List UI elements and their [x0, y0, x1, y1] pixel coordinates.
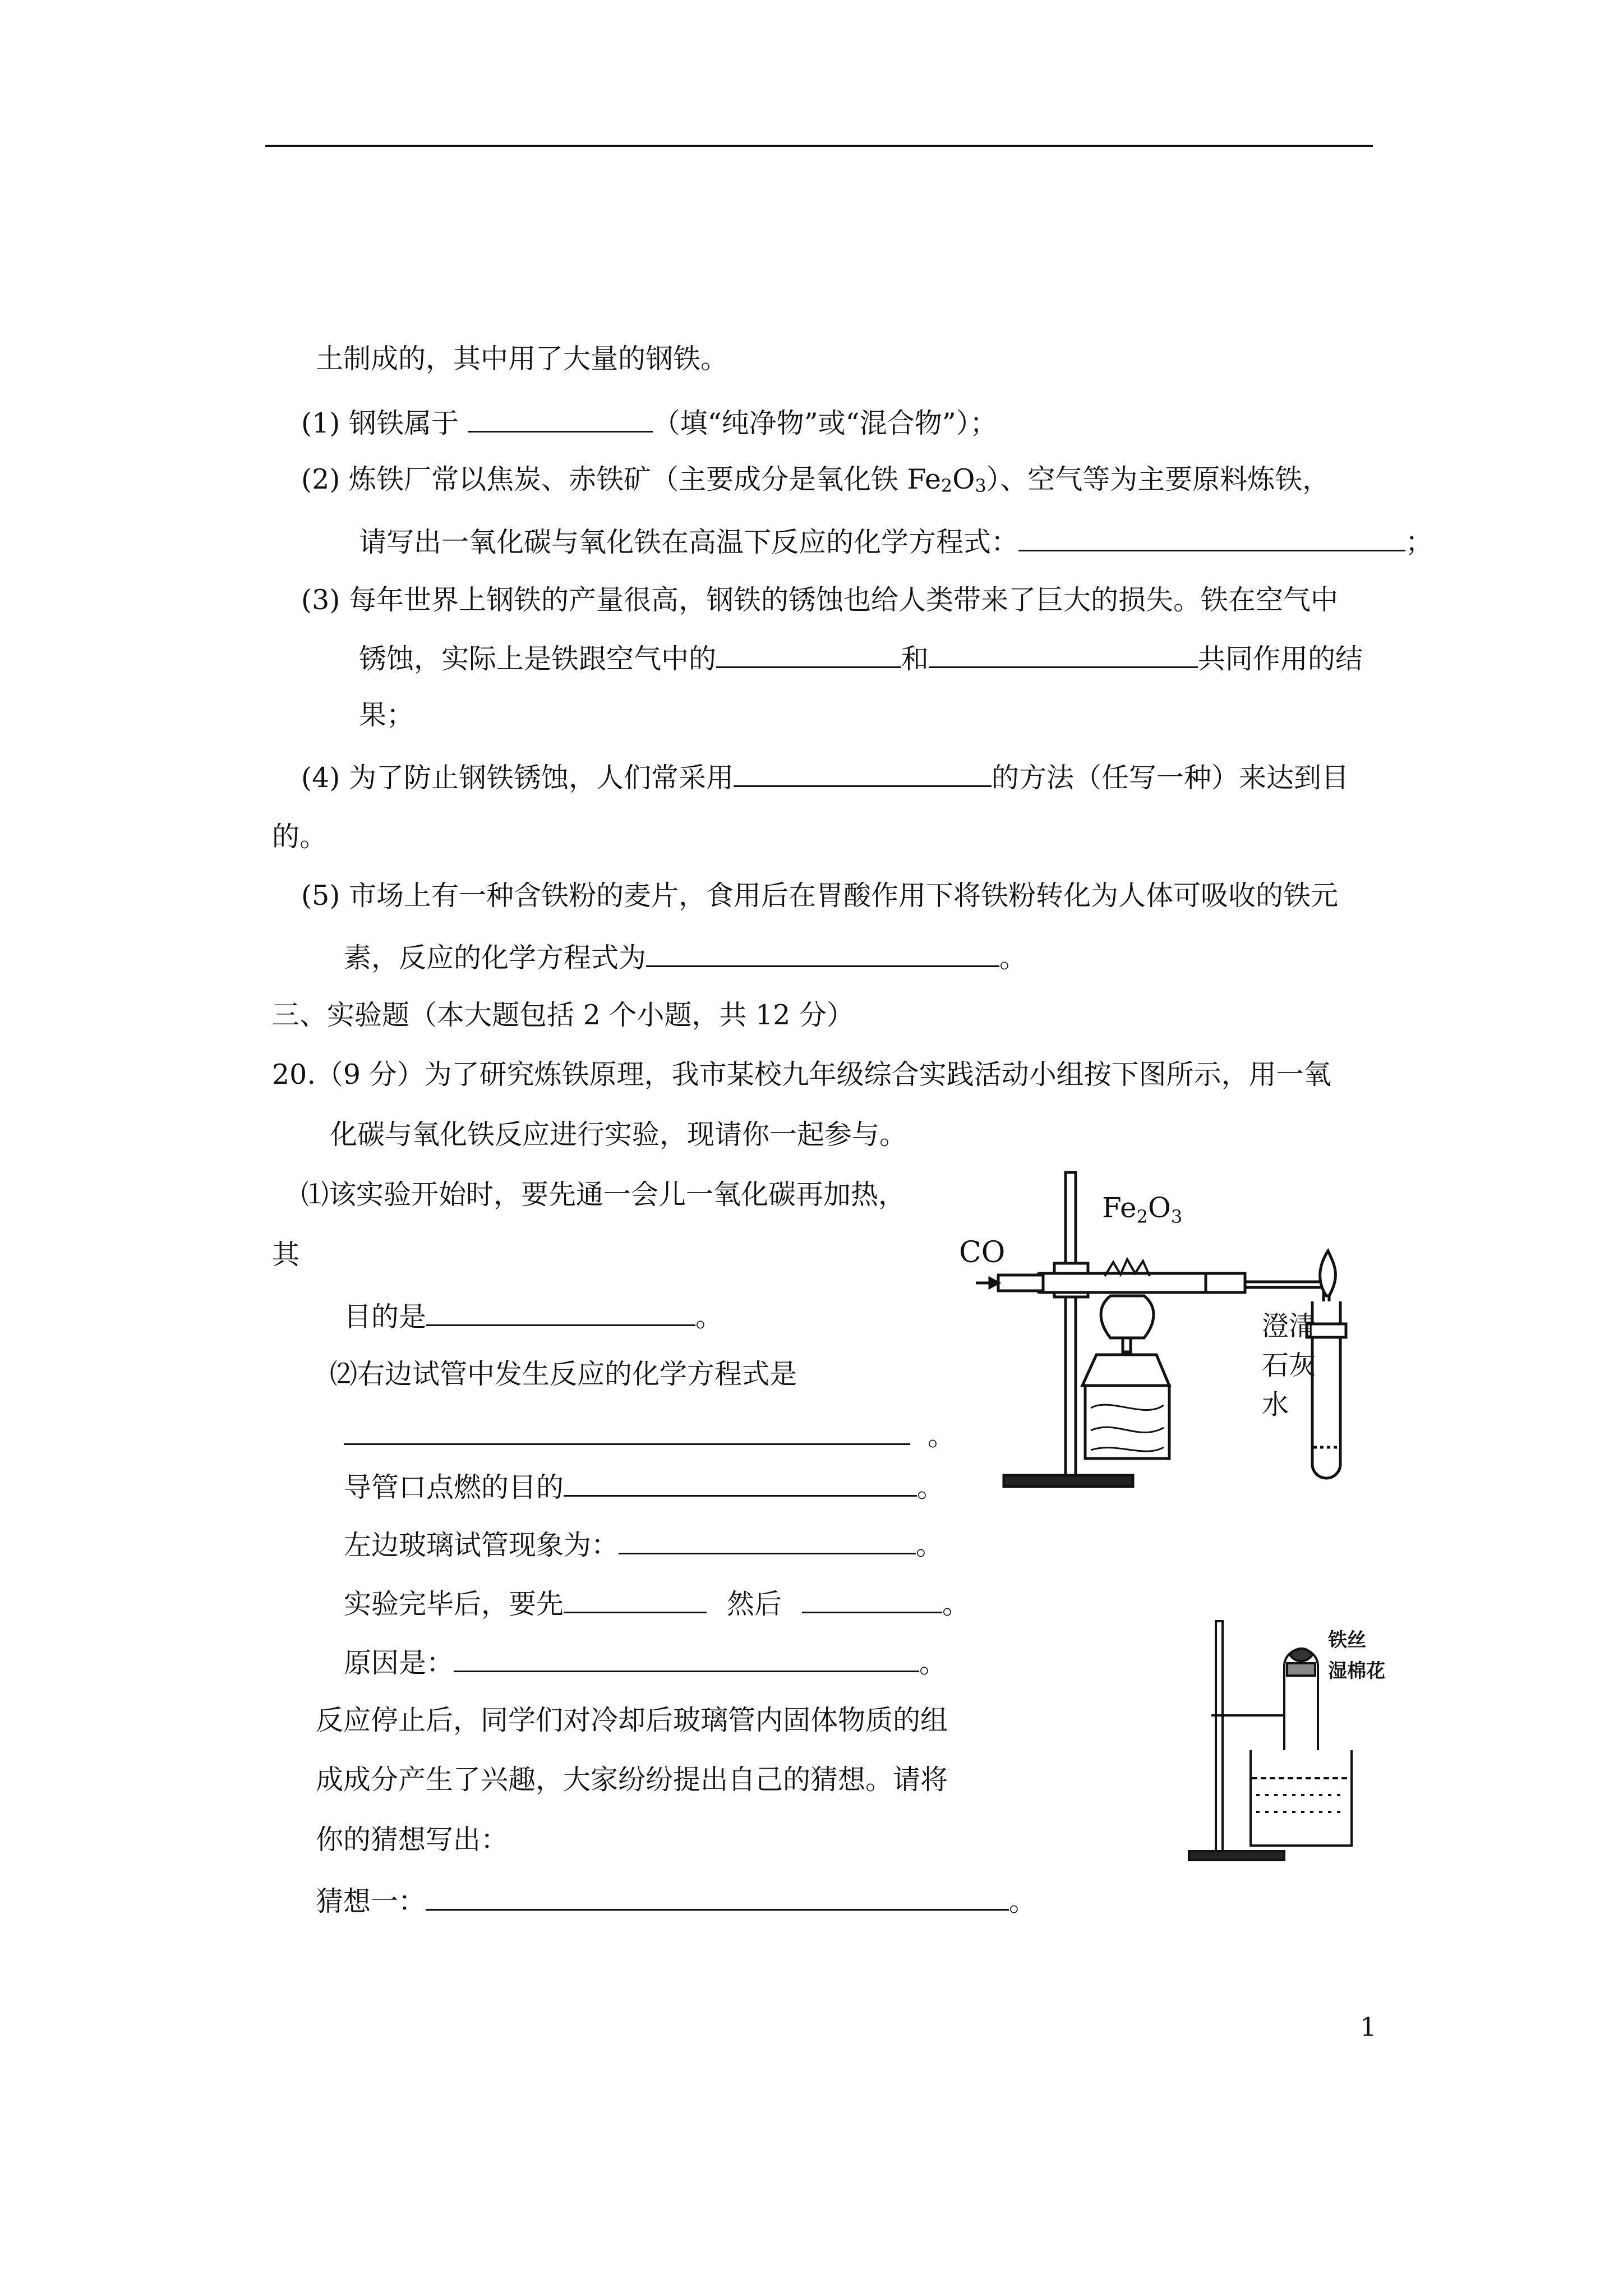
iron-wire — [1290, 1649, 1312, 1662]
answer-blank[interactable] — [646, 938, 999, 967]
q19-part4-end: 的。 — [272, 821, 328, 853]
iron-rusting-apparatus-figure — [1178, 1616, 1413, 1874]
answer-blank[interactable] — [426, 1882, 1009, 1911]
q20-step2-reason: 原因是： 。 — [344, 1644, 947, 1680]
lamp-flame — [1101, 1296, 1154, 1338]
q19-part5: (5) 市场上有一种含铁粉的麦片，食用后在胃酸作用下将铁粉转化为人体可吸收的铁元 — [301, 880, 1338, 912]
q20-guess-intro-cont: 成成分产生了兴趣，大家纷纷提出自己的猜想。请将 — [316, 1764, 948, 1796]
q19-part1: (1) 钢铁属于 （填“纯净物”或“混合物”）； — [301, 404, 997, 440]
stand-rod — [1216, 1621, 1223, 1857]
q20-guess-intro-end: 你的猜想写出： — [316, 1824, 509, 1856]
q20-step1-purpose: 目的是 。 — [344, 1297, 723, 1334]
wet-cotton — [1287, 1663, 1315, 1676]
q19-intro: 土制成的，其中用了大量的钢铁。 — [316, 343, 728, 375]
limewater-label-1: 澄清 — [1262, 1310, 1316, 1342]
q19-part3-end: 果； — [359, 699, 414, 731]
outlet-flame — [1320, 1251, 1336, 1296]
q20-step2-finish: 实验完毕后，要先 然后 。 — [344, 1585, 970, 1621]
q20-step2: ⑵右边试管中发生反应的化学方程式是 — [330, 1358, 797, 1390]
co-label: CO — [959, 1236, 1006, 1269]
answer-blank[interactable] — [454, 1644, 919, 1672]
section-heading: 三、实验题（本大题包括 2 个小题，共 12 分） — [272, 999, 854, 1031]
answer-blank[interactable] — [929, 639, 1198, 668]
limewater-label-2: 石灰 — [1262, 1350, 1316, 1381]
q20-guess-1: 猜想一： 。 — [316, 1882, 1036, 1918]
answer-blank[interactable] — [564, 1585, 707, 1613]
iron-wire-label: 铁丝 — [1328, 1629, 1366, 1651]
answer-blank[interactable] — [716, 639, 901, 668]
q19-part5-cont: 素，反应的化学方程式为 。 — [344, 938, 1027, 975]
q19-part4: (4) 为了防止钢铁锈蚀，人们常采用 的方法（任写一种）来达到目 — [301, 758, 1349, 795]
inlet-stopper — [998, 1275, 1043, 1291]
q19-part3: (3) 每年世界上钢铁的产量很高，钢铁的锈蚀也给人类带来了巨大的损失。铁在空气中 — [301, 584, 1338, 616]
q20-step1: ⑴该实验开始时，要先通一会儿一氧化碳再加热， — [301, 1179, 906, 1211]
answer-blank[interactable] — [619, 1526, 916, 1554]
q20-step2-phenomenon: 左边玻璃试管现象为： 。 — [344, 1526, 943, 1562]
answer-blank[interactable] — [734, 758, 992, 787]
answer-blank[interactable] — [426, 1297, 695, 1326]
q19-part2-equation: 请写出一氧化碳与氧化铁在高温下反应的化学方程式： ； — [359, 523, 1433, 559]
limewater-label-3: 水 — [1262, 1389, 1289, 1420]
answer-blank[interactable] — [344, 1416, 910, 1445]
stand-base — [1004, 1475, 1133, 1487]
header-rule — [265, 145, 1373, 147]
q19-part2: (2) 炼铁厂常以焦炭、赤铁矿（主要成分是氧化铁 $Fe_2O_3$）、空气等为主要原料炼铁， — [301, 463, 1330, 496]
answer-blank[interactable] — [802, 1585, 942, 1613]
wet-cotton-label: 湿棉花 — [1328, 1660, 1385, 1682]
q20-step2-equation: 。 — [344, 1416, 955, 1453]
answer-blank[interactable] — [1018, 523, 1405, 551]
q20-guess-intro: 反应停止后，同学们对冷却后玻璃管内固体物质的组 — [316, 1704, 948, 1736]
beaker — [1251, 1750, 1352, 1846]
q19-part3-cont: 锈蚀，实际上是铁跟空气中的 和 共同作用的结 — [359, 639, 1363, 676]
fe2o3-label: $Fe_2O_3$ — [1102, 1191, 1183, 1227]
q20-intro: 20.（9 分）为了研究炼铁原理，我市某校九年级综合实践活动小组按下图所示，用一氧 — [272, 1059, 1331, 1091]
q20-step2-ignite: 导管口点燃的目的 。 — [344, 1468, 944, 1504]
co-reduction-apparatus-figure — [959, 1167, 1408, 1492]
page-number: 1 — [1360, 2012, 1377, 2042]
answer-blank[interactable] — [468, 404, 653, 432]
stand-base — [1189, 1851, 1284, 1860]
stand-rod — [1066, 1172, 1076, 1478]
q20-intro-cont: 化碳与氧化铁反应进行实验，现请你一起参与。 — [330, 1119, 907, 1151]
q20-step1-cont: 其 — [272, 1239, 300, 1271]
spirit-lamp — [1082, 1355, 1169, 1386]
answer-blank[interactable] — [564, 1468, 917, 1497]
